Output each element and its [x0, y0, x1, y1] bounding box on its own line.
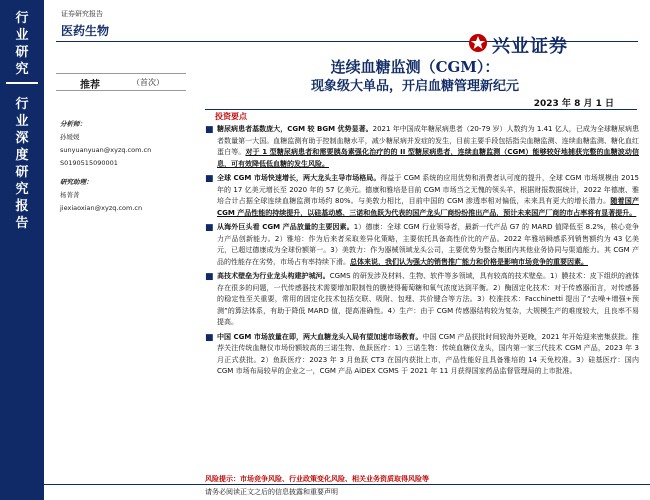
star-emblem-icon: [468, 33, 488, 53]
report-date: 2023 年 8 月 1 日: [533, 99, 614, 109]
bullet-icon: ■: [205, 174, 214, 184]
footer-rule: [44, 484, 650, 485]
analyst-block: [60, 118, 190, 215]
point-lead: 高技术壁垒为行业龙头构建护城河。: [217, 272, 330, 280]
bullet-icon: ■: [205, 125, 214, 135]
point-emphasis: 随着国产 CGM 产品性能的持续提升，以硅基动感、三诺和鱼跃为代表的国产龙头厂商纷纷推出产品，预计未来国产厂商的市占率将有显著提升。: [217, 197, 639, 217]
point-paragraph: [205, 332, 639, 378]
sidebar-top-label: 行业研究: [15, 11, 29, 77]
sidebar-divider: [6, 82, 38, 84]
bullet-icon: ■: [205, 272, 214, 282]
rating-note: （首次）: [132, 78, 164, 87]
point-text: 得益于 CGM 系统的应用优势和消费者认可度的提升，全球 CGM 市场规模由 2015 年的 17 亿美元增长至 2020 年的 57 亿美元。德康和雅培是目前 CGM 市场当之无愧的领头羊，根据财报数据统计，2022 年德康、雅培合计占据全球连续血糖监测市场约 80%。与美敦力相比，目前中国的 CGM 渗透率相对偏低，未来具有更大的增长潜力。: [217, 174, 639, 205]
analyst-email: sunyuanyuan@xyzq.com.cn: [60, 146, 152, 154]
point-paragraph: [205, 124, 639, 170]
point-lead: 全球 CGM 市场快速增长，两大龙头主导市场格局。: [217, 174, 381, 182]
analyst-label: 分析师：: [60, 120, 86, 128]
title-rule: [205, 109, 637, 110]
sidebar-bottom-label: 行业深度研究报告: [15, 97, 29, 231]
sector-title: 医药生物: [61, 24, 110, 38]
point-lead: 糖尿病患者基数庞大，CGM 较 BGM 优势显著。: [217, 125, 373, 133]
assistant-label: 研究助理：: [60, 178, 93, 186]
rating-box: [56, 73, 186, 91]
analyst-name: 孙媛媛: [60, 133, 80, 141]
brand-name: 兴业证券: [492, 36, 568, 57]
investment-points: [205, 124, 639, 381]
footer-disclaimer: 请务必阅读正文之后的信息披露和重要声明: [205, 488, 338, 496]
point-lead: 从海外巨头看 CGM 产品放量的主要因素。: [217, 223, 354, 231]
report-type: 证券研究报告: [61, 10, 103, 18]
sidebar: [0, 0, 44, 500]
bullet-icon: ■: [205, 223, 214, 233]
point-paragraph: [205, 173, 639, 219]
assistant-email: jiexiaoxian@xyzq.com.cn: [60, 204, 143, 212]
analyst-cert: S0190515090001: [60, 159, 118, 167]
rating-value: 推荐: [80, 80, 100, 91]
point-text: 1）德康：全球 CGM 行业领导者，最新一代产品 G7 的 MARD 值降低至 8.2%，核心竞争力产品创新能力。2）雅培：作为后来者采取差异化策略，主要依托具备高性价比的产品。2022 年雅培瞬感系列销售额约为 43 亿美元，已超过德康成为全球份额第一。3）美敦力：作为器械领域龙头公司，主要优势为整合集团内其他业务协同与渠道能力。其 CGM 产品的性能存在劣势，市场占有率持续下滑。: [217, 223, 639, 266]
bullet-icon: ■: [205, 332, 214, 343]
point-paragraph: [205, 271, 639, 329]
assistant-name: 杨菁菁: [60, 191, 80, 199]
point-emphasis: 对于 1 型糖尿病患者和需要胰岛素强化治疗的的 II 型糖尿病患者，连续血糖监测（CGM）能够较好地捕获完整的血糖波动信息，可有效降低低血糖的发生风险。: [217, 148, 639, 168]
risk-warning: 风险提示：市场竞争风险、行业政策变化风险、相关业务资质取得风险等: [205, 475, 429, 483]
point-lead: 中国 CGM 市场放量在即，两大血糖龙头入局有望加速市场教育。: [217, 332, 423, 341]
point-emphasis: 总体来说，我们认为强大的销售推广能力和价格是影响市场竞争的重要因素。: [350, 257, 588, 266]
point-text: CGMS 的研发涉及材料、生物、软件等多领域，具有较高的技术壁垒。1）膜技术：皮下组织的液体存在很多的问题，一代传感器技术需要增加限制性的膜使得葡萄糖和氧气浓度达到平衡。2）酶固定化技术：对于传感器而言，对传感器的稳定性至关重要，常用的固定化技术包括交联、吸附、包埋、共价键合等方法。3）校准技术：Facchinetti 提出了“去噪+增强+预测”的算法体系，有助于降低 MARD 值，提高准确性。4）生产：由于 CGM 传感器结构较为复杂，大规模生产的难度较大，且良率不易提高。: [217, 272, 640, 326]
brand-logo: [468, 30, 590, 56]
report-subtitle: 现象级大单品，开启血糖管理新纪元: [310, 79, 519, 94]
point-text: 中国 CGM 产品获批时间较海外更晚，2021 年开始迎来密集获批。推荐关注传统血糖仪市场份额较高的三诺生物、鱼跃医疗：1）三诺生物：传统血糖仪龙头，国内第一家三代技术 CGM 产品，2023 年 3 月正式获批。2）鱼跃医疗：2023 年 3 月鱼跃 CT3 在国内获批上市，产品性能好且具备雅培的 14 天免校准。3）硅基医疗：国内 CGM 市场布局较早的企业之一，CGM 产品 AiDEX CGMS 于 2021 年 11 月获得国家药品监督管理局的上市批准。: [217, 332, 639, 375]
section-heading: 投资要点: [215, 112, 247, 121]
report-title: 连续血糖监测（CGM）：: [330, 58, 500, 76]
point-paragraph: [205, 222, 639, 268]
point-text: 2021 年中国成年糖尿病患者（20-79 岁）人数约为 1.41 亿人，已成为全球糖尿病患者数量第一大国。血糖监测有助于控制血糖水平，减少糖尿病并发症的发生，目前主要手段包括指尖血糖监测、连续血糖监测、糖化血红蛋白等。: [217, 125, 639, 156]
